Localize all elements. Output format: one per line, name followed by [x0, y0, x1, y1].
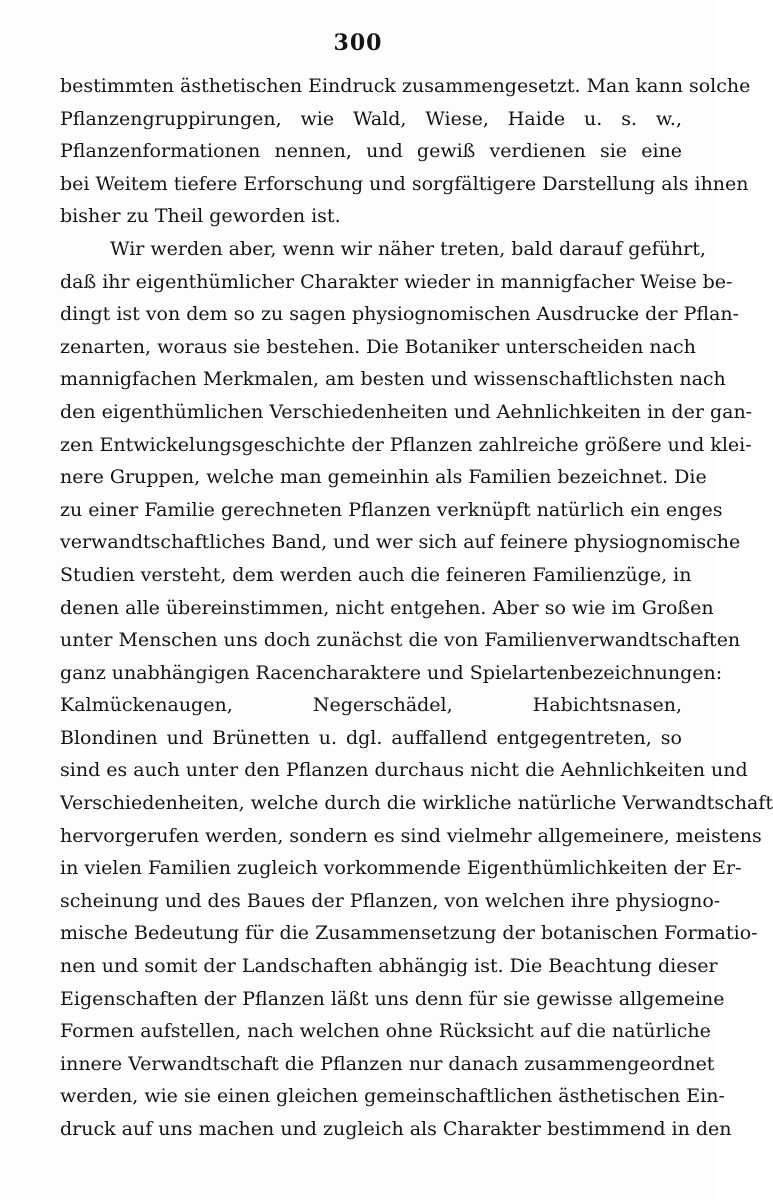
text-line: Pflanzengruppirungen, wie Wald, Wiese, Haide u. s. w., [60, 107, 682, 130]
text-line: werden, wie sie einen gleichen gemeinschaftlichen ästhetischen Ein- [60, 1085, 725, 1108]
text-line: denen alle übereinstimmen, nicht entgehen. Aber so wie im Großen [60, 596, 714, 619]
text-line: ganz unabhängigen Racencharaktere und Spielartenbezeichnungen: [60, 661, 723, 684]
text-line: scheinung und des Baues der Pflanzen, von welchen ihre physiogno- [60, 889, 721, 912]
text-line: Verschiedenheiten, welche durch die wirkliche natürliche Verwandtschaft [60, 792, 773, 815]
text-line: unter Menschen uns doch zunächst die von Familienverwandtschaften [60, 629, 741, 652]
text-line: druck auf uns machen und zugleich als Charakter bestimmend in den [60, 1118, 732, 1140]
text-line: den eigenthümlichen Verschiedenheiten und Aehnlichkeiten in der gan- [60, 400, 753, 423]
text-line: nen und somit der Landschaften abhängig ist. Die Beachtung dieser [60, 955, 718, 978]
text-line: Formen aufstellen, nach welchen ohne Rücksicht auf die natürliche [60, 1020, 711, 1043]
text-line: bestimmten ästhetischen Eindruck zusammengesetzt. Man kann solche [60, 75, 751, 97]
text-line: nere Gruppen, welche man gemeinhin als Familien bezeichnet. Die [60, 466, 707, 489]
text-line: dingt ist von dem so zu sagen physiognomischen Ausdrucke der Pflan- [60, 303, 740, 326]
paragraph-start-line: Wir werden aber, wenn wir näher treten, bald darauf geführt, [110, 237, 706, 260]
text-line: zu einer Familie gerechneten Pflanzen verknüpft natürlich ein enges [60, 498, 723, 521]
text-line: Eigenschaften der Pflanzen läßt uns denn für sie gewisse allgemeine [60, 987, 725, 1010]
text-line: in vielen Familien zugleich vorkommende Eigenthümlichkeiten der Er- [60, 857, 742, 880]
text-line: mische Bedeutung für die Zusammensetzung der botanischen Formatio- [60, 922, 758, 945]
text-line: bisher zu Theil geworden ist. [60, 205, 341, 228]
text-line: Blondinen und Brünetten u. dgl. auffallend entgegentreten, so [60, 726, 682, 749]
text-line: innere Verwandtschaft die Pflanzen nur danach zusammengeordnet [60, 1052, 715, 1075]
text-line: zenarten, woraus sie bestehen. Die Botaniker unterscheiden nach [60, 335, 696, 358]
text-line: daß ihr eigenthümlicher Charakter wieder in mannigfacher Weise be- [60, 270, 733, 293]
text-line: Kalmückenaugen, Negerschädel, Habichtsnasen, [60, 694, 682, 717]
text-line: bei Weitem tiefere Erforschung und sorgfältigere Darstellung als ihnen [60, 172, 749, 195]
page-number: 300 [333, 30, 383, 56]
text-line: zen Entwickelungsgeschichte der Pflanzen zahlreiche größere und klei- [60, 433, 752, 456]
body-text [60, 70, 773, 1146]
text-line: sind es auch unter den Pflanzen durchaus nicht die Aehnlichkeiten und [60, 759, 748, 782]
text-line: verwandtschaftliches Band, und wer sich auf feinere physiognomische [60, 531, 741, 554]
text-line: hervorgerufen werden, sondern es sind vielmehr allgemeinere, meistens [60, 824, 762, 847]
text-line: mannigfachen Merkmalen, am besten und wissenschaftlichsten nach [60, 368, 726, 391]
text-line: Pflanzenformationen nennen, und gewiß verdienen sie eine [60, 140, 682, 163]
text-line: Studien versteht, dem werden auch die feineren Familienzüge, in [60, 563, 692, 586]
